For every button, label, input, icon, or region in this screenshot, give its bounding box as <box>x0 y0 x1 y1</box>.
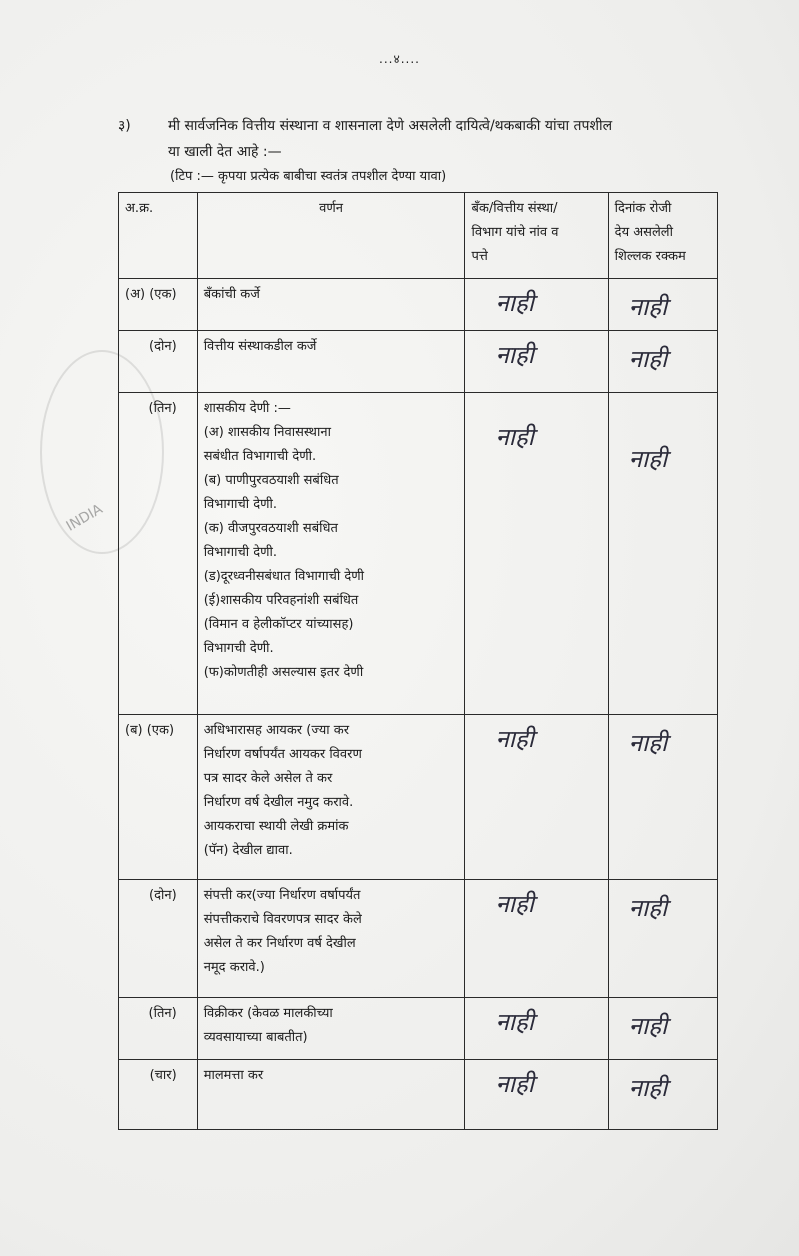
description-line: (क) वीजपुरवठयाशी सबंधित <box>203 521 338 536</box>
description-line: सबंधीत विभागाची देणी. <box>203 449 317 464</box>
handwritten-entry: नाही <box>628 293 668 321</box>
table-row <box>119 393 718 715</box>
row-description <box>197 715 465 880</box>
description-line: (अ) शासकीय निवासस्थाना <box>203 425 331 440</box>
description-line: असेल ते कर निर्धारण वर्ष देखील <box>203 936 356 951</box>
row-bank-name <box>465 279 608 331</box>
description-line: (फ)कोणतीही असल्यास इतर देणी <box>203 665 364 680</box>
header-balance: दिनांक रोजी देय असलेली शिल्लक रक्कम <box>608 193 717 279</box>
item-number: ३) <box>118 118 131 134</box>
row-description <box>197 998 465 1060</box>
header-serial: अ.क्र. <box>119 193 198 279</box>
handwritten-entry: नाही <box>628 1074 668 1102</box>
description-line: संपत्ती कर(ज्या निर्धारण वर्षापर्यंत <box>203 888 361 903</box>
handwritten-entry: नाही <box>495 341 534 369</box>
row-serial: (तिन) <box>119 393 198 715</box>
description-line: (विमान व हेलीकॉप्टर यांच्यासह) <box>203 617 354 632</box>
description-line: विभागाची देणी. <box>203 497 278 512</box>
table-row <box>119 279 718 331</box>
description-line: आयकराचा स्थायी लेखी क्रमांक <box>203 819 349 834</box>
note-text: (टिप :— कृपया प्रत्येक बाबीचा स्वतंत्र तपशील देण्या यावा) <box>170 169 447 184</box>
description-line: (ड)दूरध्वनीसबंधात विभागाची देणी <box>203 569 365 584</box>
row-description <box>197 331 465 393</box>
header-bank-name: बँक/वित्तीय संस्था/ विभाग यांचे नांव व पत्ते <box>465 193 608 279</box>
row-balance <box>608 880 717 998</box>
handwritten-entry: नाही <box>495 890 534 918</box>
page-number: ...४.... <box>379 52 420 66</box>
row-serial: (अ) (एक) <box>119 279 198 331</box>
handwritten-entry: नाही <box>628 445 668 473</box>
intro-line-1: मी सार्वजनिक वित्तीय संस्थाना व शासनाला देणे असलेली दायित्वे/थकबाकी यांचा तपशील <box>168 118 613 134</box>
description-line: अधिभारासह आयकर (ज्या कर <box>203 723 350 738</box>
row-description <box>197 393 465 715</box>
description-line: (ई)शासकीय परिवहनांशी सबंधित <box>203 593 359 608</box>
row-serial: (चार) <box>119 1060 198 1130</box>
description-line: विभागाची देणी. <box>203 545 278 560</box>
description-line: निर्धारण वर्ष देखील नमुद करावे. <box>203 795 354 810</box>
description-line: नमूद करावे.) <box>203 960 265 975</box>
description-line: (ब) पाणीपुरवठयाशी सबंधित <box>203 473 339 488</box>
row-description <box>197 1060 465 1130</box>
handwritten-entry: नाही <box>495 725 534 753</box>
row-bank-name <box>465 998 608 1060</box>
handwritten-entry: नाही <box>628 729 668 757</box>
description-line: वित्तीय संस्थाकडील कर्जे <box>203 339 317 354</box>
row-bank-name <box>465 715 608 880</box>
description-line: विभागची देणी. <box>203 641 274 656</box>
description-line: विक्रीकर (केवळ मालकीच्या <box>203 1006 333 1021</box>
row-balance <box>608 715 717 880</box>
row-balance <box>608 998 717 1060</box>
handwritten-entry: नाही <box>628 1012 668 1040</box>
description-line: संपत्तीकराचे विवरणपत्र सादर केले <box>203 912 362 927</box>
handwritten-entry: नाही <box>495 289 534 317</box>
description-line: निर्धारण वर्षापर्यंत आयकर विवरण <box>203 747 362 762</box>
row-serial: (दोन) <box>119 880 198 998</box>
liabilities-table <box>118 192 718 1130</box>
table-row <box>119 715 718 880</box>
header-description: वर्णन <box>197 193 465 279</box>
handwritten-entry: नाही <box>495 1070 534 1098</box>
description-line: शासकीय देणी :— <box>203 401 291 416</box>
row-description <box>197 880 465 998</box>
handwritten-entry: नाही <box>495 423 534 451</box>
table-row <box>119 880 718 998</box>
intro-line-2: या खाली देत आहे :— <box>168 144 282 160</box>
handwritten-entry: नाही <box>628 894 668 922</box>
row-serial: (ब) (एक) <box>119 715 198 880</box>
handwritten-entry: नाही <box>495 1008 534 1036</box>
row-serial: (दोन) <box>119 331 198 393</box>
description-line: बँकांची कर्जे <box>203 287 260 302</box>
row-bank-name <box>465 393 608 715</box>
seal-stamp-text: INDIA <box>63 501 106 535</box>
description-line: पत्र सादर केले असेल ते कर <box>203 771 333 786</box>
row-balance <box>608 393 717 715</box>
row-balance <box>608 279 717 331</box>
handwritten-entry: नाही <box>628 345 668 373</box>
table-row <box>119 1060 718 1130</box>
row-balance <box>608 331 717 393</box>
description-line: (पॅन) देखील द्यावा. <box>203 843 293 858</box>
row-bank-name <box>465 331 608 393</box>
row-bank-name <box>465 880 608 998</box>
row-balance <box>608 1060 717 1130</box>
row-serial: (तिन) <box>119 998 198 1060</box>
table-row <box>119 998 718 1060</box>
description-line: व्यवसायाच्या बाबतीत) <box>203 1030 308 1045</box>
row-description <box>197 279 465 331</box>
table-row <box>119 331 718 393</box>
table-header-row <box>119 193 718 279</box>
row-bank-name <box>465 1060 608 1130</box>
description-line: मालमत्ता कर <box>203 1068 264 1083</box>
